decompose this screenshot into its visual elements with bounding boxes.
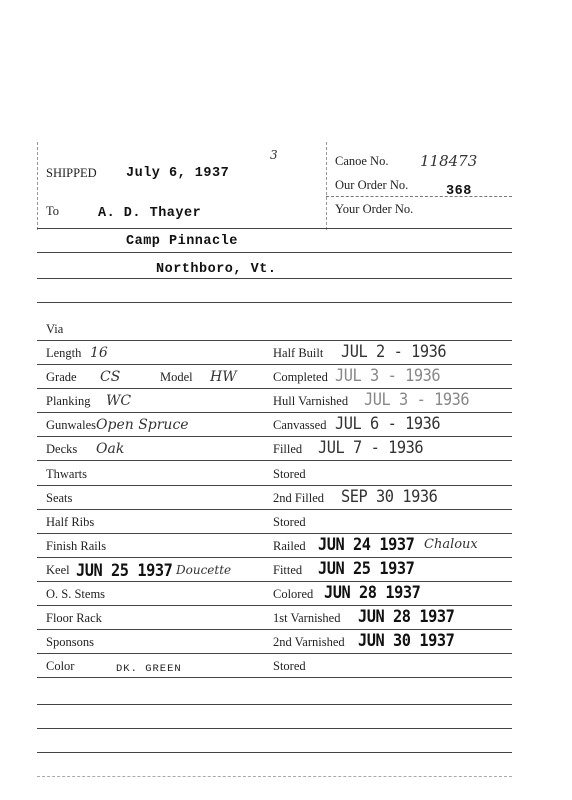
r-canvassed-3-label: Canvassed	[273, 418, 327, 433]
floor-rack-rule	[37, 629, 512, 630]
r-railed-8-value: JUN 24 1937	[317, 534, 415, 555]
finish-rails-rule	[37, 557, 512, 558]
grade-rule	[37, 388, 512, 389]
blank-rule-3	[37, 752, 512, 753]
color-label: Color	[46, 659, 75, 674]
model-value: HW	[210, 369, 237, 386]
gunwales-label: Gunwales	[46, 418, 96, 433]
floor-rack-label: Floor Rack	[46, 611, 102, 626]
blank-rule-2	[37, 728, 512, 729]
r-fitted-9-label: Fitted	[273, 562, 303, 577]
address-name: A. D. Thayer	[98, 206, 202, 221]
r-completed-1-label: Completed	[273, 370, 328, 385]
address-rule-1	[37, 228, 512, 229]
o-s-stems-rule	[37, 605, 512, 606]
canoe-no-label: Canoe No.	[335, 154, 389, 168]
r-railed-8-note: Chaloux	[424, 536, 478, 552]
r-hull-varnished-2-value: JUL 3 - 1936	[364, 390, 470, 411]
seats-label: Seats	[46, 490, 73, 505]
half-ribs-rule	[37, 533, 512, 534]
via-label: Via	[46, 322, 64, 336]
address-rule-2	[37, 252, 512, 253]
blank-rule-1	[37, 704, 512, 705]
address-rule-3	[37, 278, 512, 279]
r-2nd-filled-6-label: 2nd Filled	[273, 490, 325, 505]
planking-label: Planking	[46, 394, 91, 409]
decks-rule	[37, 460, 512, 461]
r-filled-4-value: JUL 7 - 1936	[317, 438, 423, 459]
keel-value: JUN 25 1937	[76, 560, 173, 581]
r-2nd-filled-6-value: SEP 30 1936	[341, 486, 438, 507]
our-order-label: Our Order No.	[335, 178, 409, 192]
r-stored-13-label: Stored	[273, 659, 306, 674]
planking-value: WC	[106, 393, 132, 410]
header-right-rule	[326, 196, 512, 197]
address-rule-4	[37, 302, 512, 303]
keel-label: Keel	[46, 562, 70, 577]
your-order-label: Your Order No.	[335, 202, 414, 216]
r-half-built-0-label: Half Built	[273, 346, 324, 360]
sponsons-rule	[37, 653, 512, 654]
r-1st-varnished-11-label: 1st Varnished	[273, 611, 341, 626]
half-ribs-label: Half Ribs	[46, 514, 95, 529]
color-value: DK. GREEN	[116, 663, 182, 676]
r-canvassed-3-value: JUL 6 - 1936	[335, 414, 441, 435]
sponsons-label: Sponsons	[46, 635, 94, 650]
canoe-no-value: 118473	[420, 152, 478, 170]
r-fitted-9-value: JUN 25 1937	[317, 558, 415, 579]
r-completed-1-value: JUL 3 - 1936	[335, 366, 441, 387]
r-filled-4-label: Filled	[273, 442, 303, 457]
thwarts-rule	[37, 485, 512, 486]
r-stored-5-label: Stored	[273, 466, 306, 481]
r-half-built-0-value: JUL 2 - 1936	[341, 342, 447, 362]
to-label: To	[46, 204, 60, 218]
header-left-border	[37, 142, 38, 230]
r-colored-10-label: Colored	[273, 587, 314, 601]
thwarts-label: Thwarts	[46, 466, 87, 481]
length-value: 16	[90, 345, 108, 361]
gunwales-rule	[37, 436, 512, 437]
our-order-value: 368	[446, 184, 472, 199]
address-line-3: Northboro, Vt.	[156, 262, 277, 277]
via-rule	[37, 340, 512, 341]
color-rule	[37, 677, 512, 678]
address-line-2: Camp Pinnacle	[126, 234, 238, 249]
r-stored-7-label: Stored	[273, 514, 306, 529]
r-2nd-varnished-12-label: 2nd Varnished	[273, 635, 345, 650]
shipped-mark: 3	[270, 148, 278, 162]
grade-label: Grade	[46, 370, 77, 385]
r-railed-8-label: Railed	[273, 538, 306, 553]
decks-label: Decks	[46, 442, 78, 457]
gunwales-value: Open Spruce	[96, 417, 189, 434]
length-rule	[37, 364, 512, 365]
r-1st-varnished-11-value: JUN 28 1937	[358, 607, 455, 628]
planking-rule	[37, 412, 512, 413]
length-label: Length	[46, 346, 82, 360]
card-bottom-edge	[37, 776, 512, 777]
finish-rails-label: Finish Rails	[46, 538, 107, 553]
decks-value: Oak	[96, 441, 125, 458]
model-label: Model	[160, 370, 193, 385]
seats-rule	[37, 509, 512, 510]
r-colored-10-value: JUN 28 1937	[323, 583, 420, 603]
o-s-stems-label: O. S. Stems	[46, 587, 106, 601]
r-2nd-varnished-12-value: JUN 30 1937	[358, 631, 455, 652]
shipped-label: SHIPPED	[46, 166, 97, 180]
shipped-date: July 6, 1937	[126, 166, 230, 181]
keel-note: Doucette	[176, 562, 232, 577]
keel-rule	[37, 581, 512, 582]
header-divider	[326, 142, 327, 230]
grade-value: CS	[100, 369, 121, 386]
r-hull-varnished-2-label: Hull Varnished	[273, 394, 349, 409]
